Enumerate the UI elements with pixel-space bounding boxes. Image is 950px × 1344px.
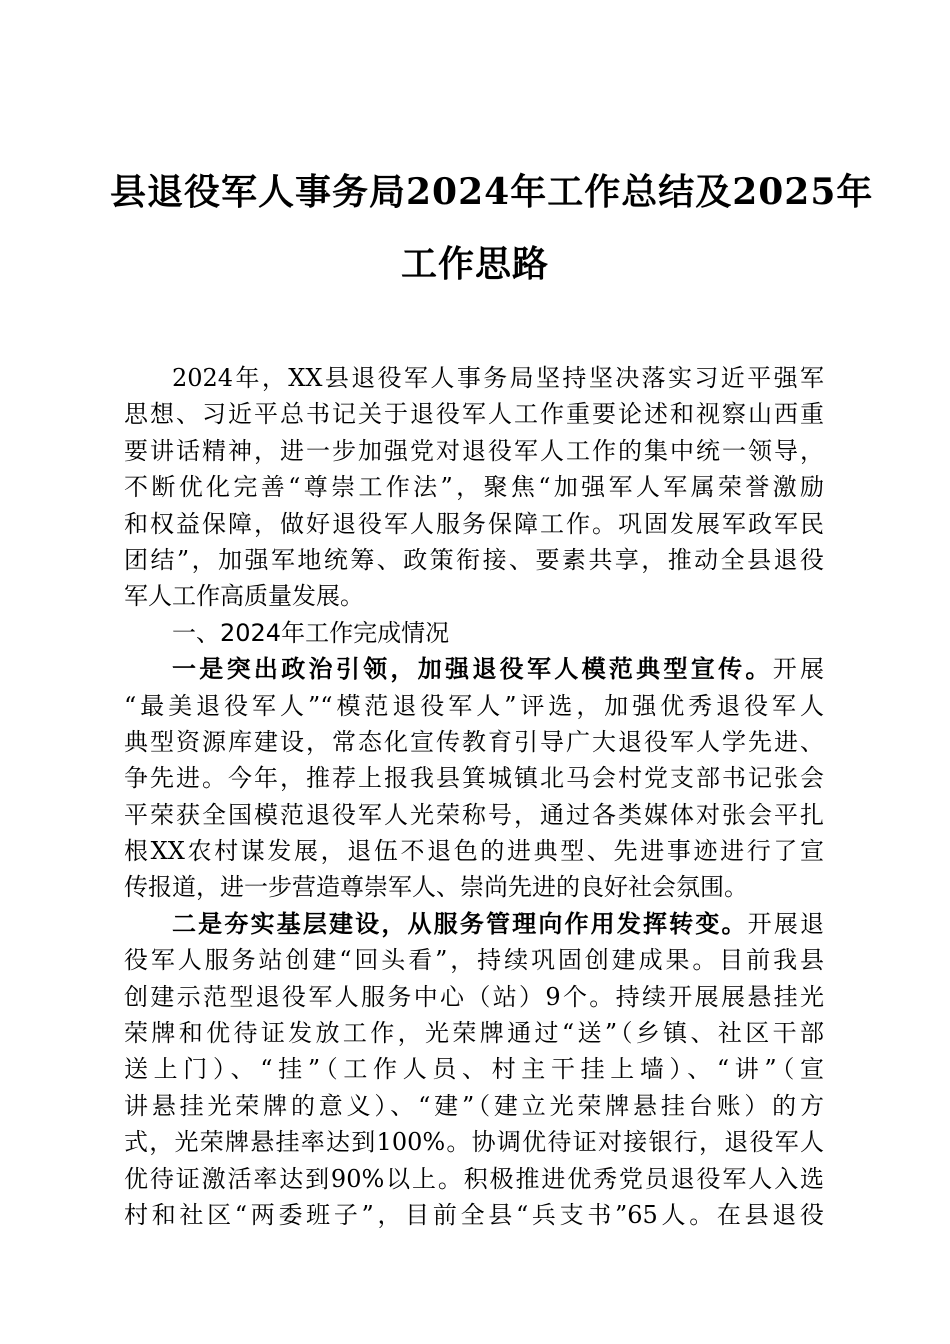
point1-first-line	[124, 651, 824, 687]
point2-line: 村和社区“两委班子”，目前全县“兵支书”65人。在县退役	[124, 1200, 824, 1229]
point2-first-tail: 开展退	[747, 909, 824, 938]
intro-line: 思想、习近平总书记关于退役军人工作重要论述和视察山西重	[124, 400, 824, 429]
intro-line: 不断优化完善“尊崇工作法”，聚焦“加强军人军属荣誉激励	[124, 473, 824, 502]
point2-line: 荣牌和优待证发放工作，光荣牌通过“送”（乡镇、社区干部	[124, 1019, 824, 1048]
document-body	[124, 360, 824, 1233]
intro-line: 和权益保障，做好退役军人服务保障工作。巩固发展军政军民	[124, 509, 824, 538]
section-heading: 一、2024年工作完成情况	[172, 618, 450, 647]
title-line-1: 县退役军人事务局2024年工作总结及2025年	[110, 171, 874, 213]
point2-line: 创建示范型退役军人服务中心（站）9个。持续开展展悬挂光	[124, 982, 824, 1011]
point1-line: 平荣获全国模范退役军人光荣称号，通过各类媒体对张会平扎	[124, 800, 824, 829]
point1-line: 争先进。今年，推荐上报我县箕城镇北马会村党支部书记张会	[124, 764, 824, 793]
title-line-2: 工作思路	[400, 243, 549, 285]
point2-line: 优待证激活率达到90%以上。积极推进优秀党员退役军人入选	[124, 1164, 824, 1193]
point2-bold-lead: 二是夯实基层建设，从服务管理向作用发挥转变。	[172, 908, 748, 938]
point1-line: 传报道，进一步营造尊崇军人、崇尚先进的良好社会氛围。	[124, 873, 748, 902]
intro-line: 军人工作高质量发展。	[124, 582, 364, 611]
document-title	[110, 156, 874, 300]
point2-line: 讲悬挂光荣牌的意义）、“建”（建立光荣牌悬挂台账）的方	[124, 1091, 824, 1120]
point2-line: 役军人服务站创建“回头看”，持续巩固创建成果。目前我县	[124, 946, 824, 975]
point1-line: 典型资源库建设，常态化宣传教育引导广大退役军人学先进、	[124, 727, 824, 756]
point2-first-line	[124, 906, 824, 942]
point1-line: 根XX农村谋发展，退伍不退色的进典型、先进事迹进行了宣	[124, 837, 824, 866]
point1-bold-lead: 一是突出政治引领，加强退役军人模范典型宣传。	[172, 654, 773, 684]
point1-line: “最美退役军人”“模范退役军人”评选，加强优秀退役军人	[124, 691, 824, 720]
point2-line: 式，光荣牌悬挂率达到100%。协调优待证对接银行，退役军人	[124, 1128, 824, 1157]
intro-line: 2024年，XX县退役军人事务局坚持坚决落实习近平强军	[172, 364, 824, 392]
intro-line: 要讲话精神，进一步加强党对退役军人工作的集中统一领导，	[124, 436, 824, 465]
intro-line: 团结”，加强军地统筹、政策衔接、要素共享，推动全县退役	[124, 545, 824, 574]
point2-line: 送上门）、“挂”（工作人员、村主干挂上墙）、“讲”（宣	[124, 1055, 824, 1084]
point1-first-tail: 开展	[772, 655, 824, 684]
